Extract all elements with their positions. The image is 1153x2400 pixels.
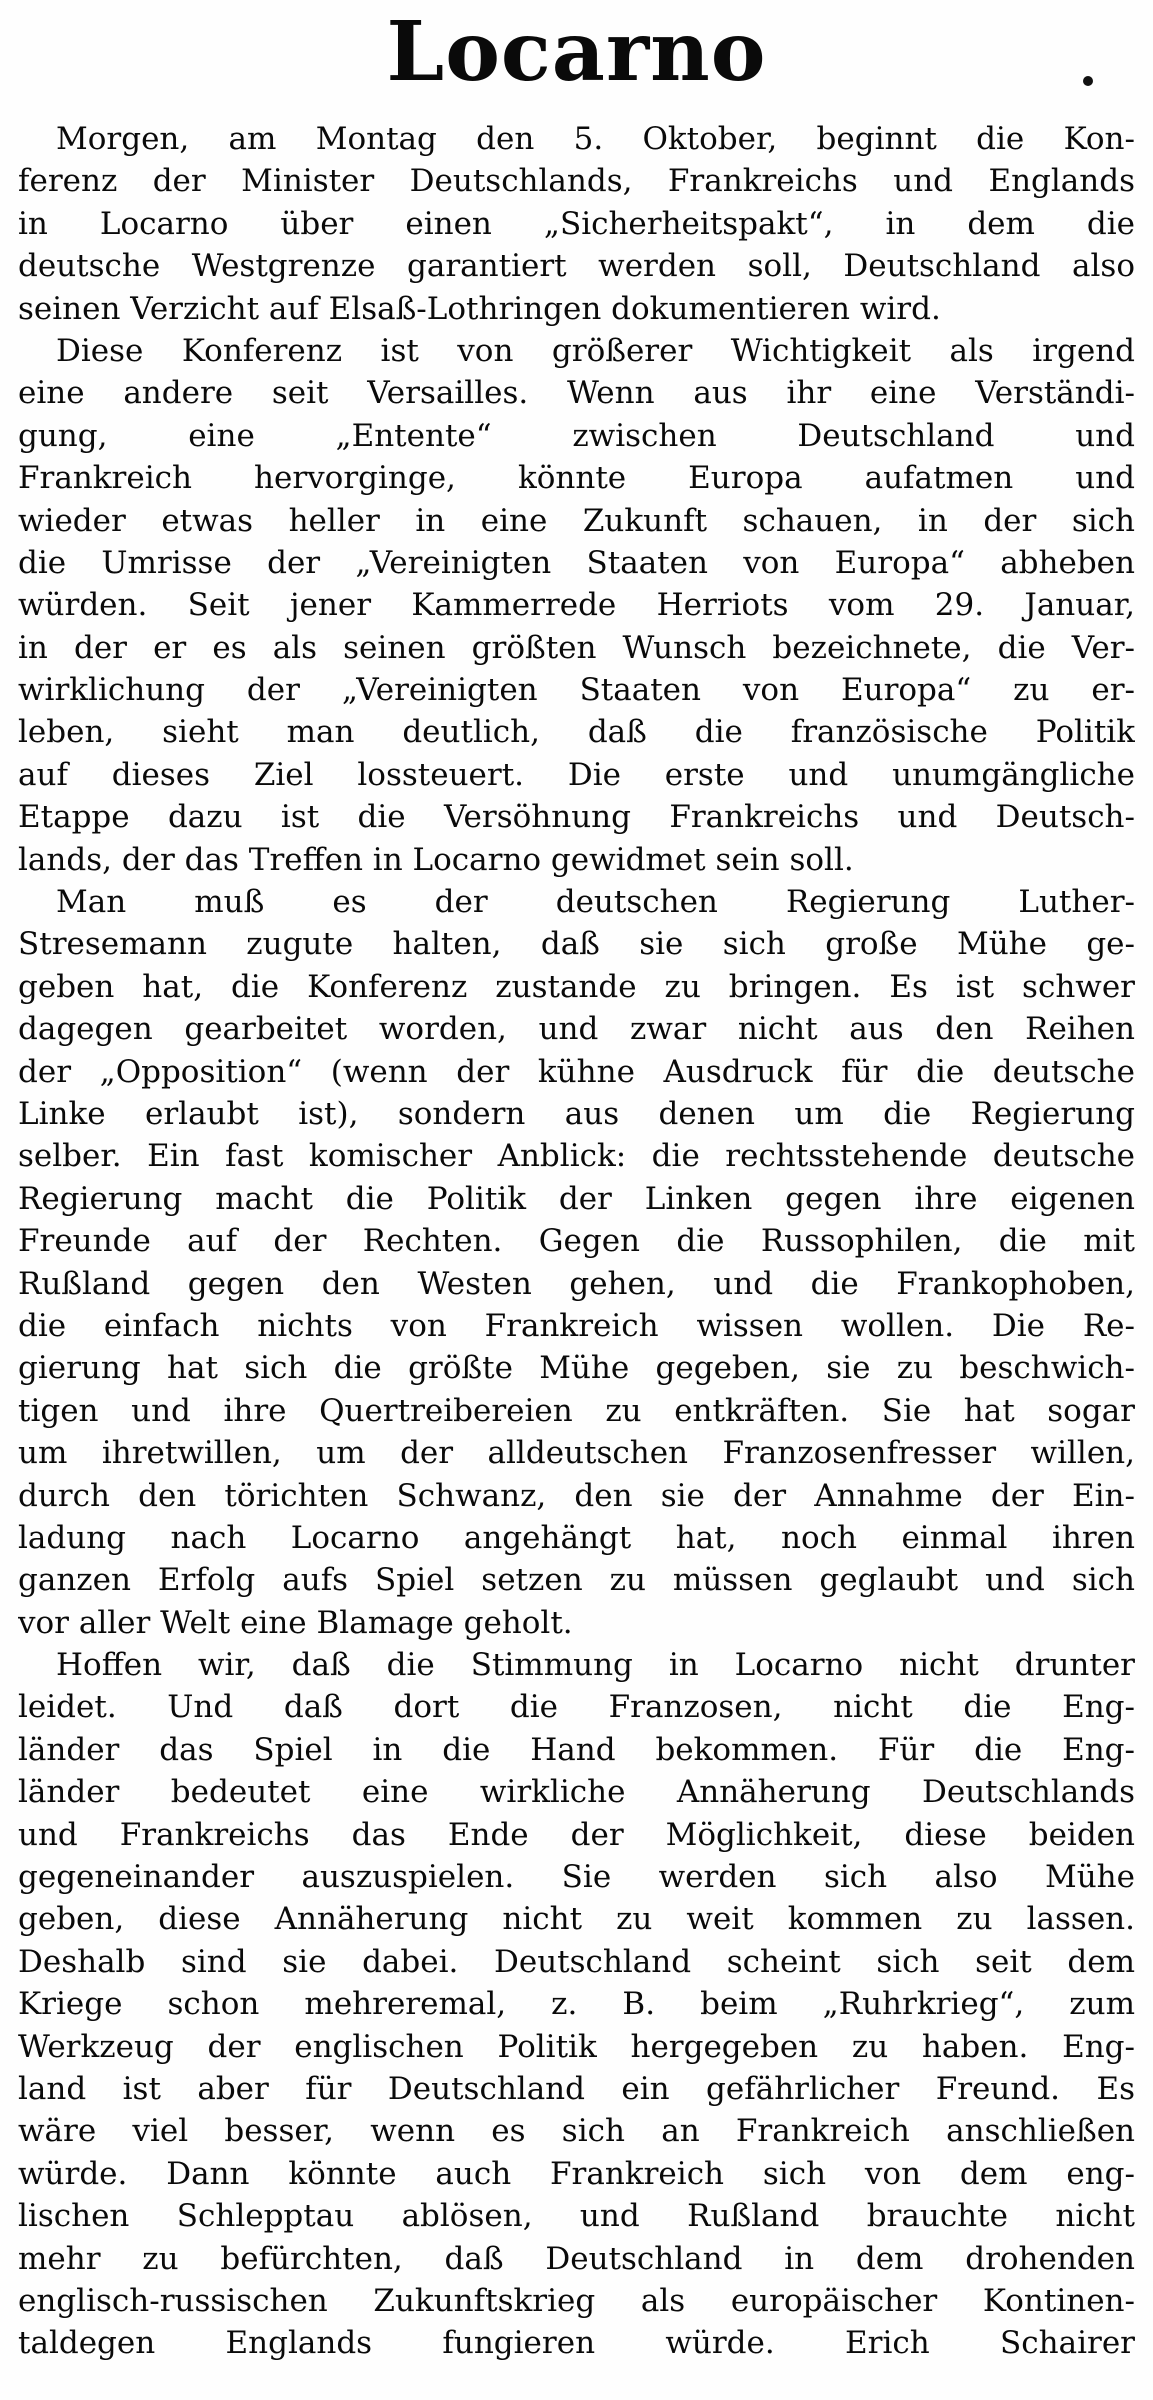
- article-line: Werkzeug der englischen Politik hergegeben zu haben. Eng-: [18, 2028, 1135, 2065]
- article-line: ganzen Erfolg aufs Spiel setzen zu müssen geglaubt und sich: [18, 1562, 1135, 1599]
- article-line: Etappe dazu ist die Versöhnung Frankreichs und Deutsch-: [18, 799, 1135, 836]
- article-line: gung, eine „Entente“ zwischen Deutschland und: [18, 417, 1135, 454]
- article-line: deutsche Westgrenze garantiert werden soll, Deutschland also: [18, 248, 1135, 285]
- article-body: [18, 118, 1135, 2365]
- article-line: würde. Dann könnte auch Frankreich sich von dem eng-: [18, 2155, 1135, 2192]
- article-line: die einfach nichts von Frankreich wissen wollen. Die Re-: [18, 1307, 1135, 1344]
- print-speck: [1083, 76, 1093, 86]
- article-line: ferenz der Minister Deutschlands, Frankreichs und Englands: [18, 163, 1135, 200]
- article-line: wieder etwas heller in eine Zukunft schauen, in der sich: [18, 502, 1135, 539]
- article-line: Hoffen wir, daß die Stimmung in Locarno nicht drunter: [56, 1647, 1135, 1684]
- article-line: Kriege schon mehreremal, z. B. beim „Ruhrkrieg“, zum: [18, 1986, 1135, 2023]
- article-line: geben hat, die Konferenz zustande zu bringen. Es ist schwer: [18, 968, 1135, 1005]
- article-line: in Locarno über einen „Sicherheitspakt“, in dem die: [18, 205, 1135, 242]
- article-line: tigen und ihre Quertreibereien zu entkräften. Sie hat sogar: [18, 1392, 1135, 1429]
- article-line: Diese Konferenz ist von größerer Wichtigkeit als irgend: [56, 332, 1135, 369]
- article-line: Linke erlaubt ist), sondern aus denen um die Regierung: [18, 1095, 1135, 1132]
- article-line: Regierung macht die Politik der Linken gegen ihre eigenen: [18, 1180, 1135, 1217]
- article-line: die Umrisse der „Vereinigten Staaten von Europa“ abheben: [18, 544, 1135, 581]
- article-line: seinen Verzicht auf Elsaß-Lothringen dokumentieren wird.: [18, 290, 941, 327]
- article-line-with-signature: taldegen Englands fungieren würde. Erich Schairer: [18, 2325, 1135, 2362]
- article-line: lischen Schlepptau ablösen, und Rußland brauchte nicht: [18, 2198, 1135, 2235]
- article-line: ladung nach Locarno angehängt hat, noch einmal ihren: [18, 1519, 1135, 1556]
- article-line: durch den törichten Schwanz, den sie der Annahme der Ein-: [18, 1477, 1135, 1514]
- article-line: leben, sieht man deutlich, daß die französische Politik: [18, 714, 1135, 751]
- article-line: wirklichung der „Vereinigten Staaten von Europa“ zu er-: [18, 672, 1135, 709]
- article-line: länder das Spiel in die Hand bekommen. Für die Eng-: [18, 1731, 1135, 1768]
- article-line: um ihretwillen, um der alldeutschen Franzosenfresser willen,: [18, 1435, 1135, 1472]
- article-title: Locarno: [386, 4, 767, 100]
- article-line: Freunde auf der Rechten. Gegen die Russophilen, die mit: [18, 1223, 1135, 1260]
- article-line: Frankreich hervorginge, könnte Europa aufatmen und: [18, 460, 1135, 497]
- article-line: Rußland gegen den Westen gehen, und die Frankophoben,: [18, 1265, 1135, 1302]
- article-line: dagegen gearbeitet worden, und zwar nicht aus den Reihen: [18, 1011, 1135, 1048]
- article-line: Morgen, am Montag den 5. Oktober, beginnt die Kon-: [56, 121, 1135, 157]
- article-line: auf dieses Ziel lossteuert. Die erste und unumgängliche: [18, 756, 1135, 793]
- article-line: lands, der das Treffen in Locarno gewidmet sein soll.: [18, 841, 854, 878]
- article-line: land ist aber für Deutschland ein gefährlicher Freund. Es: [18, 2070, 1135, 2107]
- article-line: leidet. Und daß dort die Franzosen, nicht die Eng-: [18, 1689, 1135, 1726]
- article-line: der „Opposition“ (wenn der kühne Ausdruck für die deutsche: [18, 1053, 1135, 1090]
- article-line: würden. Seit jener Kammerrede Herriots vom 29. Januar,: [18, 587, 1135, 624]
- article-line: vor aller Welt eine Blamage geholt.: [18, 1604, 573, 1641]
- article-line: gierung hat sich die größte Mühe gegeben, sie zu beschwich-: [18, 1350, 1135, 1387]
- article-line: geben, diese Annäherung nicht zu weit kommen zu lassen.: [18, 1901, 1135, 1938]
- article-line: Man muß es der deutschen Regierung Luther-: [56, 884, 1135, 921]
- article-line: mehr zu befürchten, daß Deutschland in dem drohenden: [18, 2240, 1135, 2277]
- article-line: in der er es als seinen größten Wunsch bezeichnete, die Ver-: [18, 629, 1135, 666]
- article-line: selber. Ein fast komischer Anblick: die rechtsstehende deutsche: [18, 1138, 1135, 1175]
- article-line: englisch-russischen Zukunftskrieg als europäischer Kontinen-: [18, 2282, 1135, 2319]
- article-line: wäre viel besser, wenn es sich an Frankreich anschließen: [18, 2113, 1135, 2150]
- article-line: und Frankreichs das Ende der Möglichkeit, diese beiden: [18, 1816, 1135, 1853]
- article-line: eine andere seit Versailles. Wenn aus ihr eine Verständi-: [18, 375, 1135, 412]
- article-line: Deshalb sind sie dabei. Deutschland scheint sich seit dem: [18, 1943, 1135, 1980]
- article-line: Stresemann zugute halten, daß sie sich große Mühe ge-: [18, 926, 1135, 963]
- article-line: länder bedeutet eine wirkliche Annäherung Deutschlands: [18, 1774, 1135, 1811]
- article-line: gegeneinander auszuspielen. Sie werden sich also Mühe: [18, 1859, 1135, 1896]
